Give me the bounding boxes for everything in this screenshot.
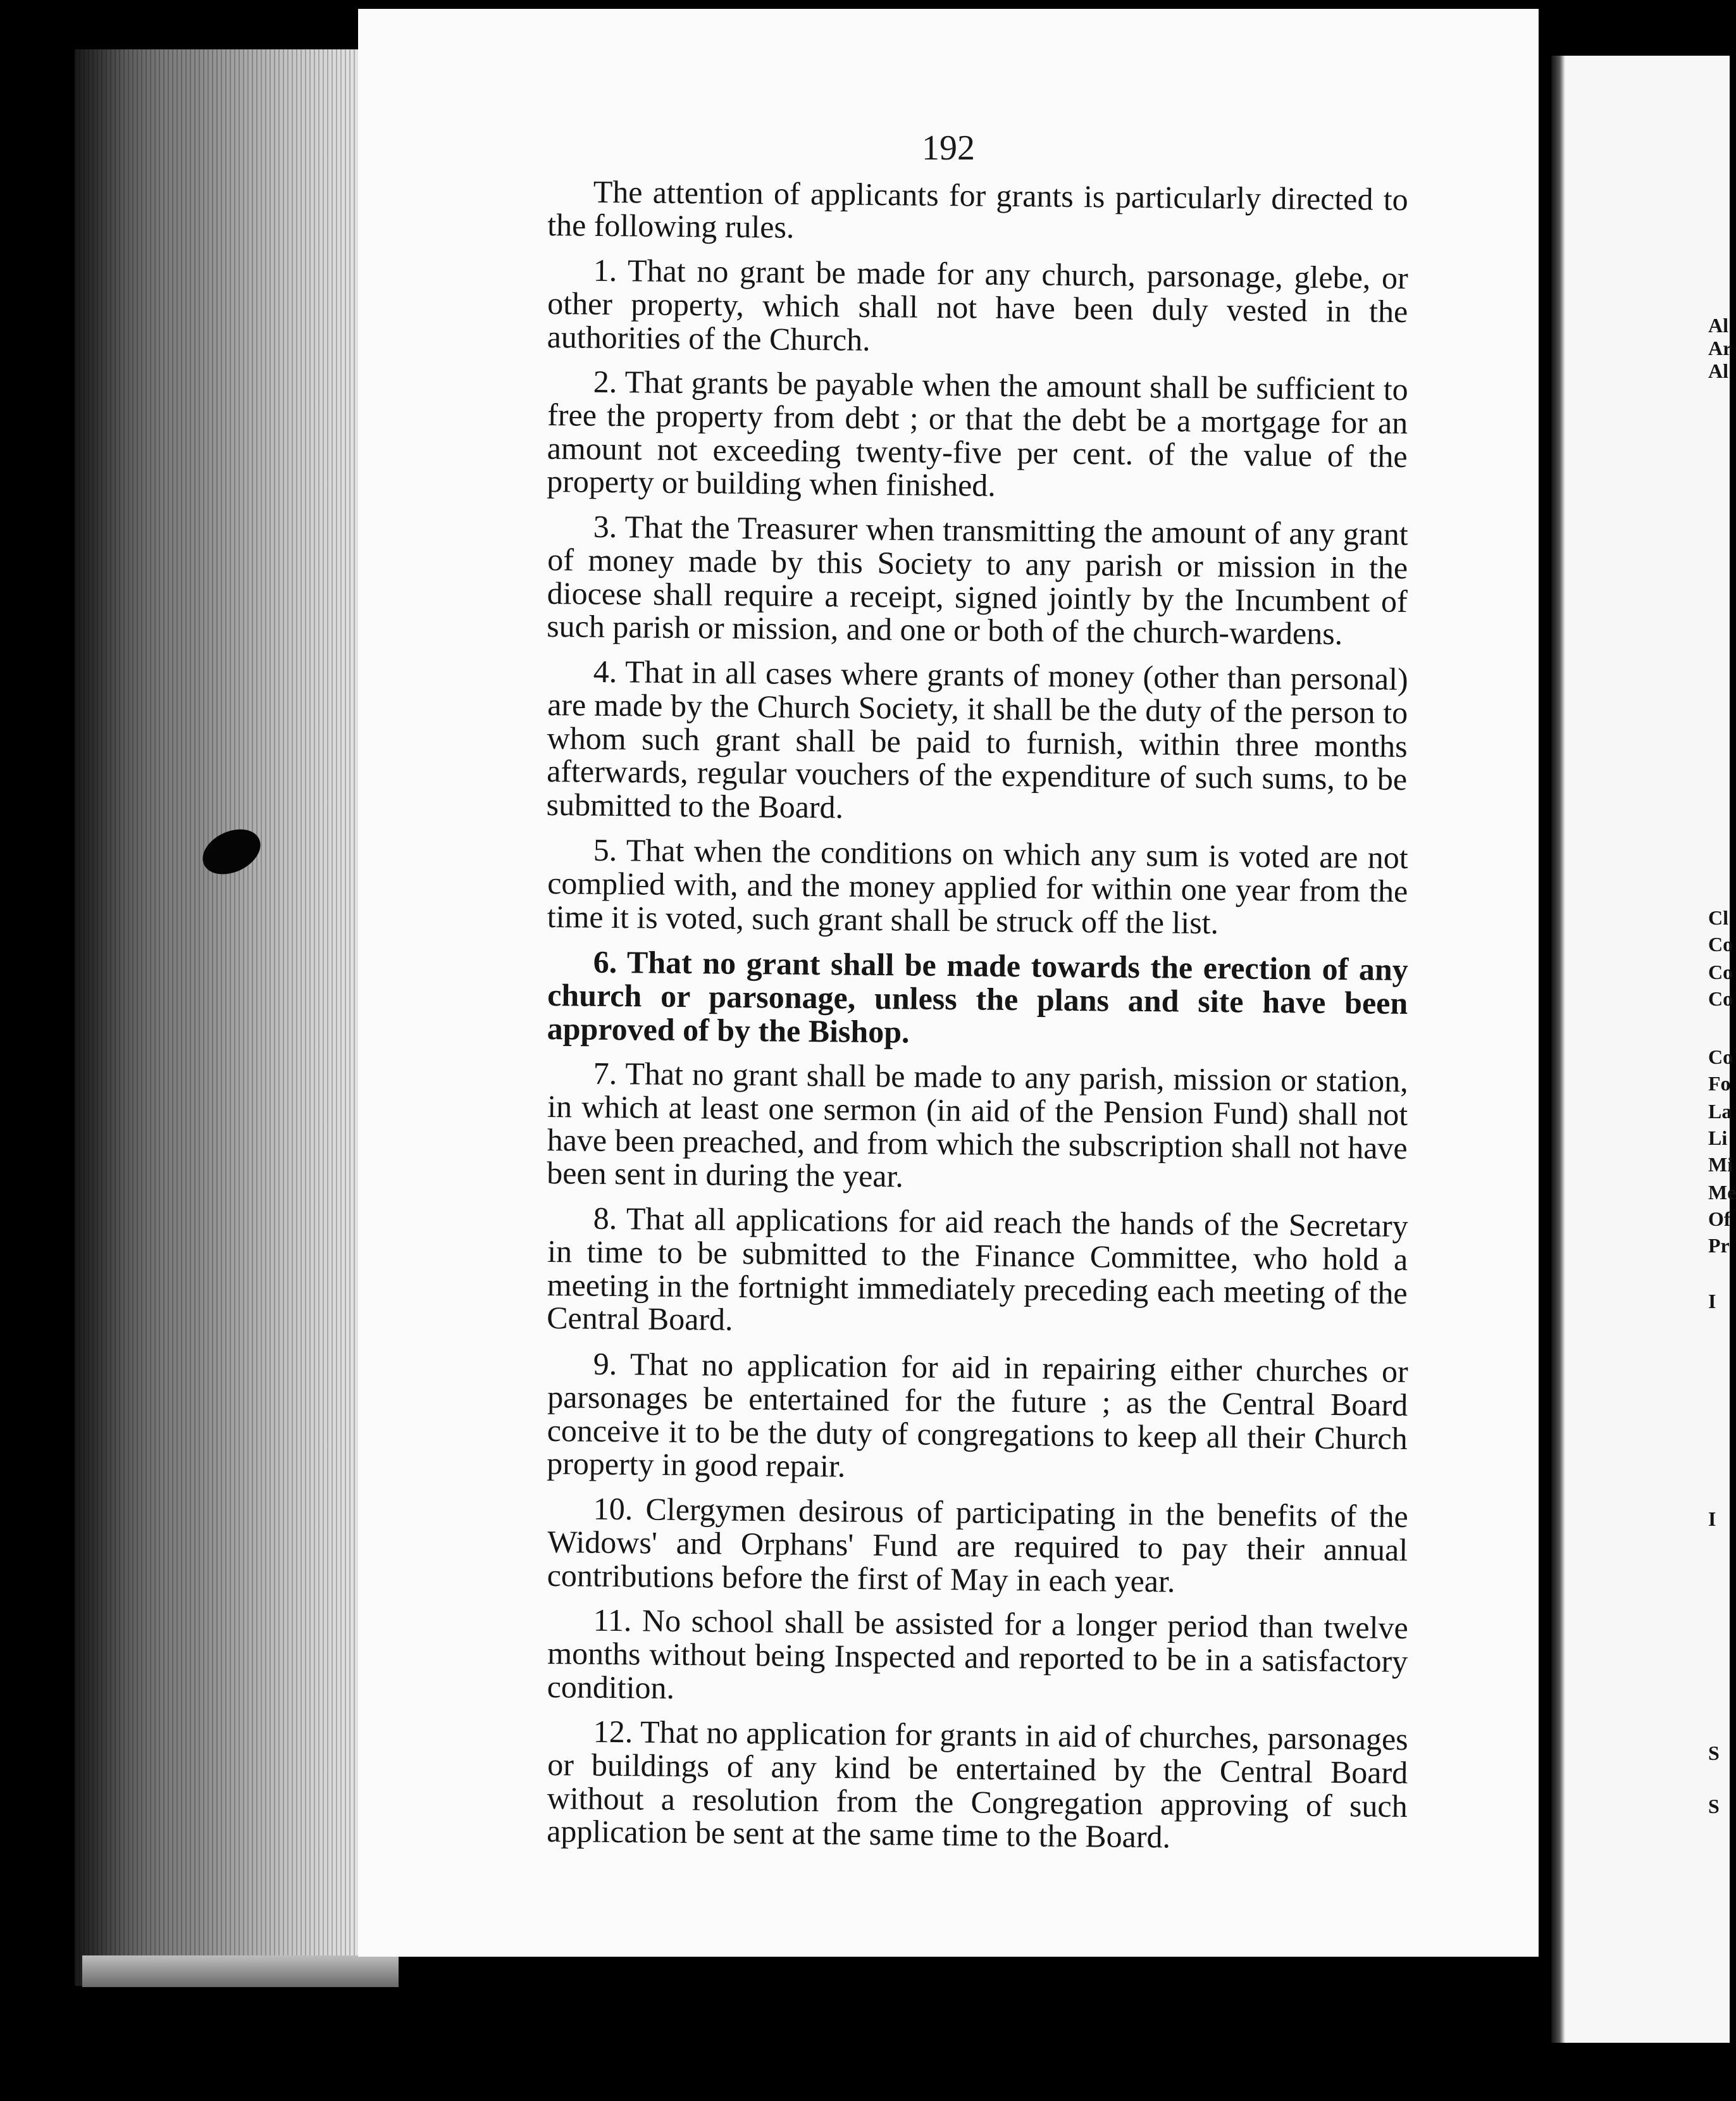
rule-3: 3. That the Treasurer when transmitting the amount of any grant of money made by this Society to any parish or mission in the diocese shall require a receipt, signed jointly by the Incumbent of such parish or mission, and one or both of the church-wardens. [546,508,1408,652]
facing-page-gutter [1551,56,1565,2043]
facing-text-fragment: Ar [1708,337,1732,359]
facing-text-fragment: S [1708,1795,1720,1817]
facing-text-fragment: I [1708,1507,1716,1530]
rule-7: 7. That no grant shall be made to any parish, mission or station, in which at least one sermon (in aid of the Pension Fund) shall not have been preached, and from which the subscription shall not have been sent in during the year. [546,1055,1408,1194]
rule-12: 12. That no application for grants in aid of churches, parsonages or buildings of any kind be entertained by the Central Board without a resolution from the Congregation approving of such application be sent at the same time to the Board. [546,1714,1408,1855]
facing-text-fragment: Of [1708,1207,1731,1230]
facing-text-fragment: Co [1708,1045,1733,1068]
page-edge-stripes [75,49,358,1986]
facing-text-fragment: I [1708,1290,1716,1312]
book-page [358,9,1539,1957]
rule-1: 1. That no grant be made for any church, parsonage, glebe, or other property, which shall not have been duly vested in the authorities of the Church. [547,252,1408,358]
facing-text-fragment: Me [1708,1181,1736,1204]
facing-page [1551,56,1730,2043]
rule-11: 11. No school shall be assisted for a longer period than twelve months without being Inspected and reported to be in a satisfactory condition. [547,1602,1408,1705]
facing-text-fragment: Pr [1708,1234,1730,1257]
book-page-edges [75,49,358,1986]
page-number: 192 [922,128,975,168]
page-body [548,175,1408,1860]
rule-10: 10. Clergymen desirous of participating in the benefits of the Widows' and Orphans' Fund are required to pay their annual contributions before the first of May in each year. [547,1490,1408,1599]
rule-4: 4. That in all cases where grants of money (other than personal) are made by the Church Society, it shall be the duty of the person to whom such grant shall be paid to furnish, within three months afterwards, regular vouchers of the expenditure of such sums, to be submitted to the Board. [546,654,1408,826]
facing-text-fragment: Al [1708,314,1728,337]
book-bottom-edge [82,1955,399,1987]
facing-text-fragment: Li [1708,1126,1728,1149]
rule-6: 6. That no grant shall be made towards the erection of any church or parsonage, unless the plans and site have been approved of by the Bishop. [547,944,1408,1049]
facing-text-fragment: Co [1708,933,1733,956]
facing-text-fragment: S [1708,1742,1720,1764]
facing-text-fragment: La [1708,1100,1732,1123]
rule-8: 8. That all applications for aid reach the hands of the Secretary in time to be submitted to the Finance Committee, who hold a meeting in the fortnight immediately preceding each meeting of the Central Board. [546,1200,1408,1338]
facing-text-fragment: Co [1708,961,1733,983]
paragraph-intro: The attention of applicants for grants is particularly directed to the following rules. [547,173,1408,245]
facing-text-fragment: Mi [1708,1153,1733,1176]
facing-text-fragment: Cl [1708,906,1728,929]
facing-text-fragment: Al [1708,359,1728,382]
rule-2: 2. That grants be payable when the amount shall be sufficient to free the property from debt ; or that the debt be a mortgage for an amount not exceeding twenty-five per cent. of the value of the property or building when finished. [546,363,1408,504]
rule-5: 5. That when the conditions on which any sum is voted are not complied with, and the money applied for within one year from the time it is voted, such grant shall be struck off the list. [547,832,1408,941]
rule-9: 9. That no application for aid in repairing either churches or parsonages be entertained for the future ; as the Central Board conceive it to be the duty of congregations to keep all their Church property in good repair. [546,1345,1408,1484]
facing-text-fragment: Co [1708,987,1733,1010]
facing-text-fragment: Fo [1708,1072,1731,1095]
